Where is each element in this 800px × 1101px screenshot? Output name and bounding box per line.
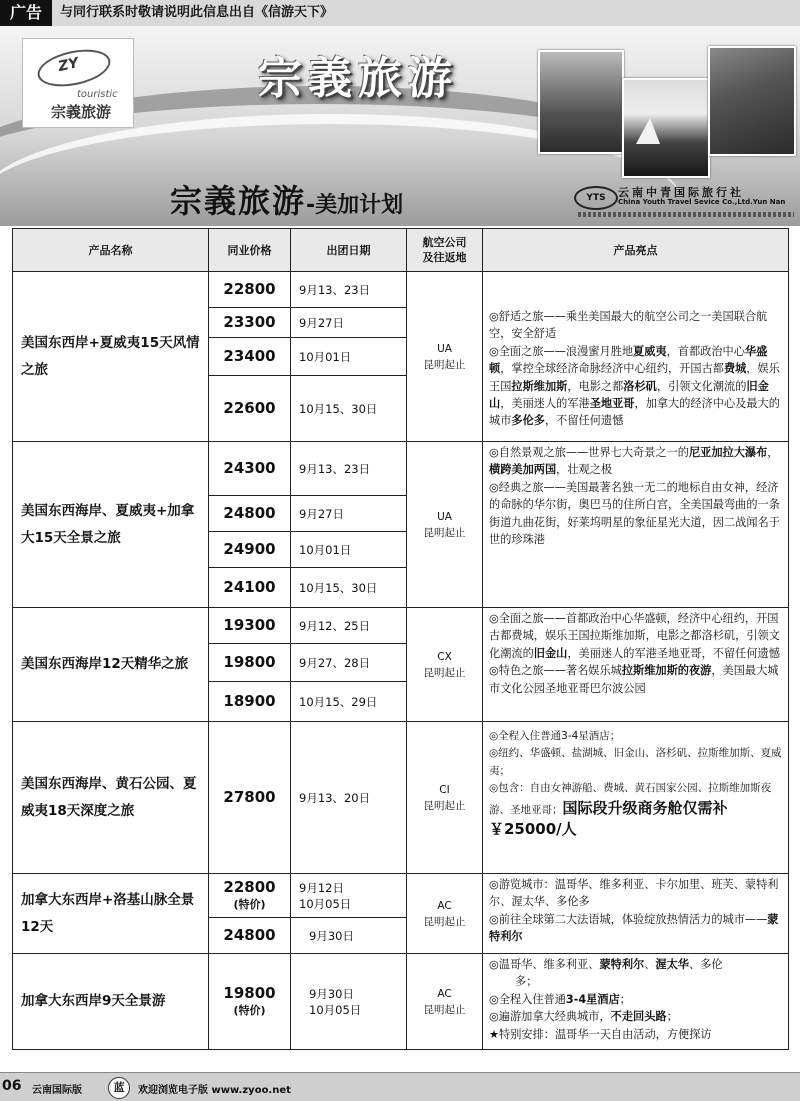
table-row <box>13 442 789 496</box>
plan-title-sub: -美加计划 <box>306 193 404 218</box>
price: 18900 <box>209 682 291 722</box>
logo-emblem-icon: ZY <box>34 44 113 93</box>
product-name: 加拿大东西岸+洛基山脉全景12天 <box>13 874 209 954</box>
highlight-line: ◎包含：自由女神游船、费城、黄石国家公园、拉斯维加斯夜游、圣地亚哥；国际段升级商务舱仅需补￥25000/人 <box>489 782 772 839</box>
page-number: 06 <box>2 1078 22 1094</box>
price: 19800 <box>209 644 291 682</box>
departure-date: 9月13、23日 <box>291 272 407 308</box>
departure-date: 9月13、23日 <box>291 442 407 496</box>
highlight-line: ◎全程入住普通3-4星酒店； <box>489 992 631 1006</box>
logo-text-cn: 宗義旅游 <box>51 103 112 121</box>
airline: UA 昆明起止 <box>407 442 483 608</box>
brand-title: 宗義旅游 <box>258 53 458 104</box>
top-banner <box>0 0 800 27</box>
plan-title-main: 宗義旅游 <box>170 182 307 220</box>
airline: CI 昆明起止 <box>407 722 483 874</box>
header-date: 出团日期 <box>291 229 407 272</box>
highlight-line: ◎游览城市：温哥华、维多利亚、卡尔加里、班芙、蒙特利尔、渥太华、多伦多 <box>489 878 779 909</box>
product-highlights <box>483 608 789 722</box>
departure-date: 9月13、20日 <box>291 722 407 874</box>
highlight-line: ◎全程入住普通3-4星酒店； <box>489 730 621 742</box>
highlight-line: ◎遍游加拿大经典城市，不走回头路； <box>489 1010 678 1024</box>
table-row <box>13 954 789 1050</box>
upgrade-note: 国际段升级商务舱仅需补￥25000/人 <box>489 798 728 839</box>
photo-landscape <box>708 46 796 156</box>
product-name: 美国东西海岸、夏威夷+加拿大15天全景之旅 <box>13 442 209 608</box>
departure-date: 9月12、25日 <box>291 608 407 644</box>
price: 24900 <box>209 532 291 568</box>
ebook-link[interactable]: 欢迎浏览电子版 www.zyoo.net <box>138 1085 291 1096</box>
logo-text-en: touristic <box>77 89 118 100</box>
product-name: 加拿大东西岸9天全景游 <box>13 954 209 1050</box>
travel-agency-emblem-icon: YTS <box>574 186 618 210</box>
header-airline: 航空公司 及往返地 <box>407 229 483 272</box>
price: 24300 <box>209 442 291 496</box>
departure-date: 10月01日 <box>291 338 407 376</box>
page-footer <box>0 1072 800 1101</box>
travel-agency-name-en: China Youth Travel Sevice Co.,Ltd.Yun Nan <box>618 198 786 206</box>
departure-date: 9月27日 <box>291 496 407 532</box>
highlight-line: ◎特色之旅——著名娱乐城拉斯维加斯的夜游，美国最大城市文化公园圣地亚哥巴尔波公园 <box>489 664 779 695</box>
price: 22800 <box>209 272 291 308</box>
header-highlights: 产品亮点 <box>483 229 789 272</box>
airline: AC 昆明起止 <box>407 874 483 954</box>
table-header-row <box>13 229 789 272</box>
departure-date: 9月27日 <box>291 308 407 338</box>
table-row <box>13 272 789 308</box>
highlight-line: ◎前往全球第二大法语城，体验绽放热情活力的城市——蒙特利尔 <box>489 912 779 944</box>
airline: UA 昆明起止 <box>407 272 483 442</box>
highlight-line: 多； <box>515 975 538 989</box>
price: 24800 <box>209 496 291 532</box>
price: 23300 <box>209 308 291 338</box>
product-name: 美国东西海岸12天精华之旅 <box>13 608 209 722</box>
price: 24100 <box>209 568 291 608</box>
highlight-line: ◎舒适之旅——乘坐美国最大的航空公司之一美国联合航空，安全舒适 <box>489 310 768 341</box>
departure-date: 10月01日 <box>291 532 407 568</box>
company-logo <box>22 38 134 128</box>
photo-opera-house <box>622 78 710 178</box>
product-highlights <box>483 954 789 1050</box>
table-row <box>13 722 789 874</box>
price: 23400 <box>209 338 291 376</box>
highlight-line: ◎全面之旅——首都政治中心华盛顿，经济中心纽约，开国古都费城，娱乐王国拉斯维加斯，电影之都洛杉矶，引领文化潮流的旧金山，美丽迷人的军港圣地亚哥，不留任何遗憾 <box>489 612 780 660</box>
product-highlights <box>483 272 789 442</box>
departure-date: 9月30日 <box>291 918 407 954</box>
highlight-line: ★特别安排：温哥华一天自由活动，方便探访 <box>489 1027 712 1041</box>
travel-agency-contact-line <box>578 212 794 217</box>
departure-date: 10月15、29日 <box>291 682 407 722</box>
edition-badge-icon: 蓝 <box>108 1077 130 1099</box>
departure-date: 9月30日 10月05日 <box>291 954 407 1050</box>
price: 22600 <box>209 376 291 442</box>
highlight-line: ◎全面之旅——浪漫蜜月胜地夏威夷，首都政治中心华盛顿，掌控全球经济命脉经济中心纽约，开国古都费城，娱乐王国拉斯维加斯，电影之都洛杉矶，引领文化潮流的旧金山，美丽迷人的军港圣地亚哥，加拿大的经济中心及最大的城市多伦多，不留任何遗憾 <box>489 344 780 428</box>
product-name: 美国东西海岸、黄石公园、夏威夷18天深度之旅 <box>13 722 209 874</box>
departure-date: 10月15、30日 <box>291 376 407 442</box>
departure-date: 10月15、30日 <box>291 568 407 608</box>
ad-tag: 广告 <box>0 0 52 26</box>
price: 27800 <box>209 722 291 874</box>
plan-title <box>170 176 403 222</box>
departure-date: 9月12日 10月05日 <box>291 874 407 918</box>
highlight-line: ◎温哥华、维多利亚、蒙特利尔、渥太华、多伦 <box>489 958 723 971</box>
photo-coastline <box>538 50 624 154</box>
travel-agency-name: 云南中青国际旅行社 <box>618 186 744 199</box>
table-row <box>13 608 789 644</box>
price: 19300 <box>209 608 291 644</box>
departure-date: 9月27、28日 <box>291 644 407 682</box>
highlight-line: ◎纽约、华盛顿、盐湖城、旧金山、洛杉矶、拉斯维加斯、夏威夷； <box>489 747 782 777</box>
price: 22800 (特价) <box>209 874 291 918</box>
product-highlights <box>483 874 789 954</box>
product-table <box>12 228 789 1050</box>
product-name: 美国东西岸+夏威夷15天风情之旅 <box>13 272 209 442</box>
source-notice: 与同行联系时敬请说明此信息出自《信游天下》 <box>60 5 334 20</box>
opera-house-icon <box>636 118 660 144</box>
price: 19800 (特价) <box>209 954 291 1050</box>
header-name: 产品名称 <box>13 229 209 272</box>
header-price: 同业价格 <box>209 229 291 272</box>
highlight-line: ◎自然景观之旅——世界七大奇景之一的尼亚加拉大瀑布，横跨美加两国，壮观之极 <box>489 446 779 477</box>
airline: AC 昆明起止 <box>407 954 483 1050</box>
table-row <box>13 874 789 918</box>
product-highlights <box>483 722 789 874</box>
product-highlights <box>483 442 789 608</box>
airline: CX 昆明起止 <box>407 608 483 722</box>
edition-label: 云南国际版 <box>32 1085 82 1096</box>
highlight-line: ◎经典之旅——美国最著名独一无二的地标自由女神，经济的命脉的华尔街，奥巴马的住所白宫，全美国最弯曲的一条街道九曲花街，好莱坞明星的象征星光大道，因二战闻名于世的珍珠港 <box>489 480 780 547</box>
price: 24800 <box>209 918 291 954</box>
